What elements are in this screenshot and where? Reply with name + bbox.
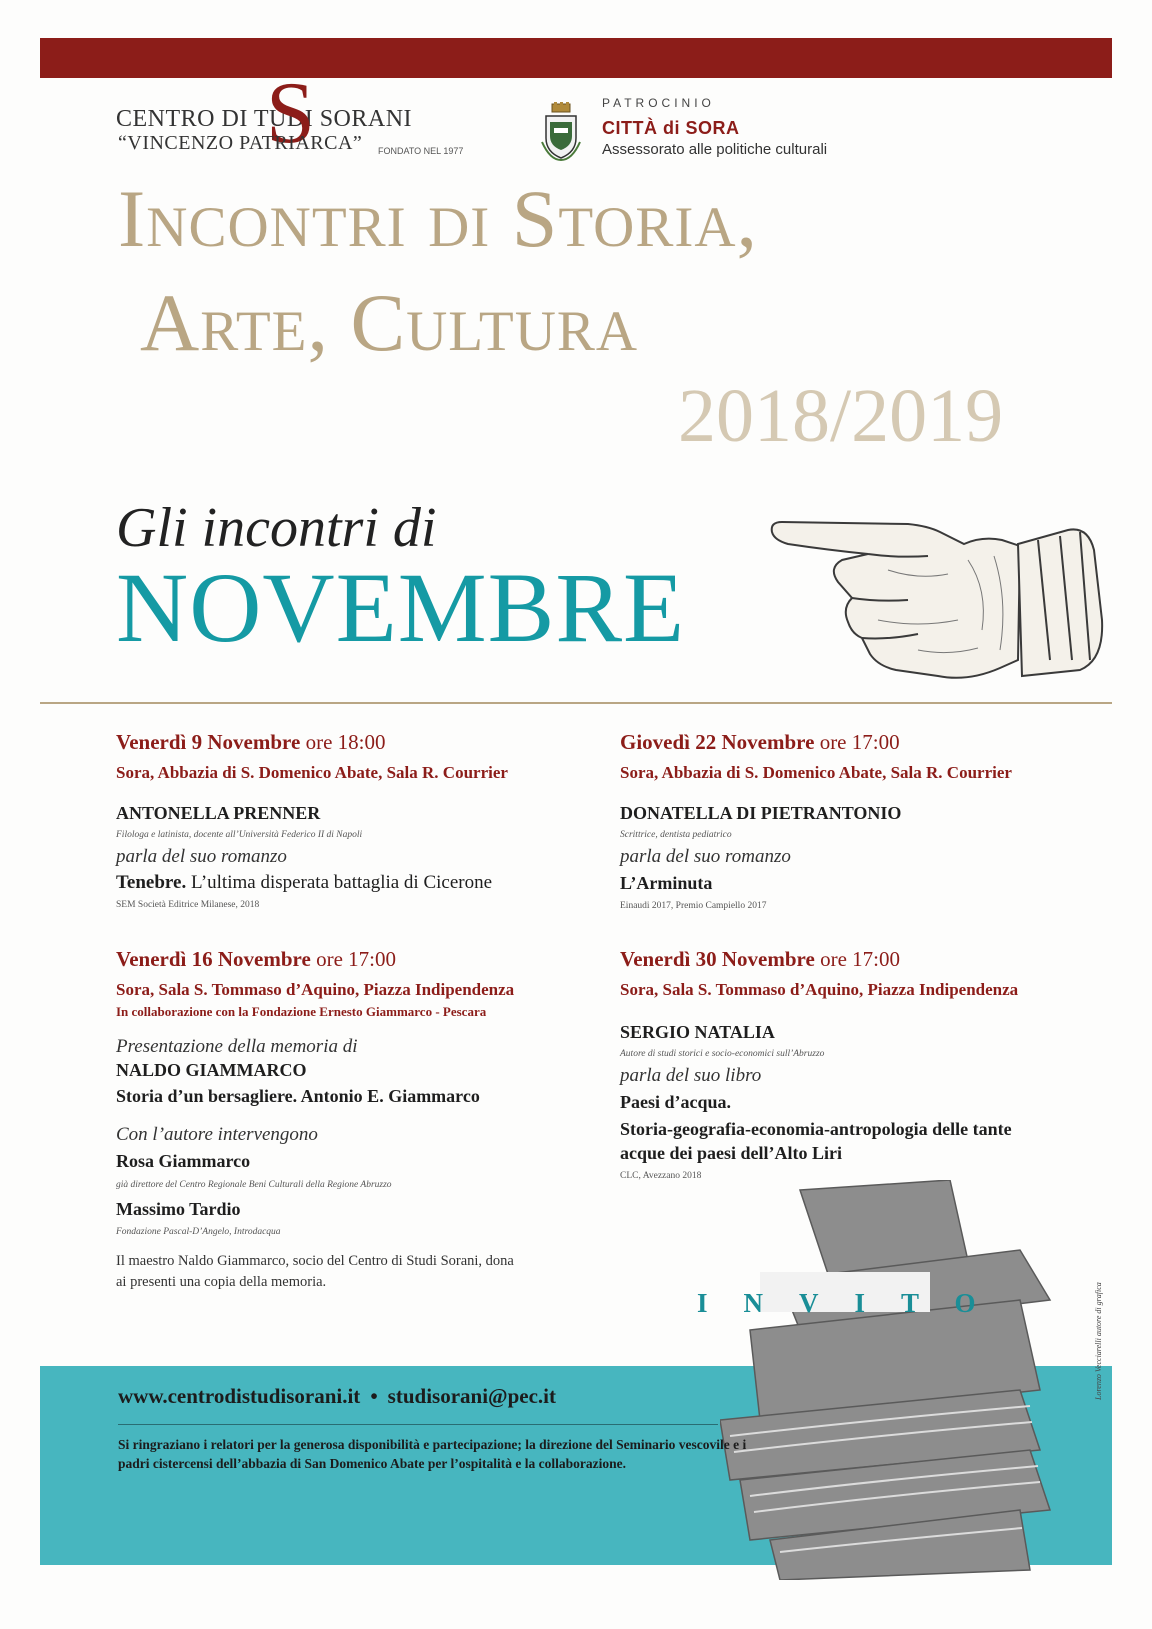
event-speaker: NALDO GIAMMARCO [116, 1060, 307, 1080]
founded-year: FONDATO NEL 1977 [378, 146, 464, 156]
top-banner-bar [40, 38, 1112, 78]
guest-role: già direttore del Centro Regionale Beni Culturali della Regione Abruzzo [116, 1179, 392, 1190]
event-card [116, 730, 586, 910]
book-publisher: Einaudi 2017, Premio Campiello 2017 [620, 901, 767, 912]
event-card [620, 947, 1090, 1181]
graphic-credit: Lorenzo Vecciarelli autore di grafica [1094, 1282, 1103, 1400]
email-link[interactable]: studisorani@pec.it [387, 1384, 556, 1408]
event-time: ore 17:00 [819, 730, 900, 754]
acknowledgements: Si ringraziano i relatori per la generosa disponibilità e partecipazione; la direzione del Seminario vescovile e i padri cistercensi dell’abbazia di San Domenico Abate per l’ospitalità e la collaborazione. [118, 1437, 747, 1471]
event-date-line [620, 730, 1090, 755]
main-title-line1: Incontri di Storia, [118, 173, 758, 264]
book-title: Paesi d’acqua. [620, 1092, 732, 1112]
event-intro: parla del suo romanzo [620, 846, 791, 867]
event-speaker: SERGIO NATALIA [620, 1022, 775, 1042]
event-time: ore 17:00 [820, 947, 900, 971]
separator-dot: • [370, 1384, 378, 1408]
book-title: Storia d’un bersagliere. Antonio E. Giammarco [116, 1086, 480, 1106]
event-place: Sora, Abbazia di S. Domenico Abate, Sala R. Courrier [116, 763, 508, 782]
guest-role: Fondazione Pascal-D’Angelo, Introdacqua [116, 1227, 281, 1238]
book-subtitle: L’ultima disperata battaglia di Cicerone [186, 872, 493, 893]
event-time: ore 18:00 [305, 730, 386, 754]
event-date-line [116, 947, 586, 972]
book-subtitle: Storia-geografia-economia-antropologia delle tante acque dei paesi dell’Alto Liri [620, 1119, 1012, 1163]
speaker-role: Scrittrice, dentista pediatrico [620, 830, 732, 840]
season-years: 2018/2019 [678, 374, 1004, 458]
event-date-line [116, 730, 586, 755]
book-title [116, 872, 586, 894]
book-title: L’Arminuta [620, 873, 713, 893]
patronage-block [602, 96, 827, 158]
speaker-role: Filologa e latinista, docente all’Università Federico II di Napoli [116, 830, 363, 840]
month-title: NOVEMBRE [116, 552, 686, 663]
book-title-main: Tenebre. [116, 872, 187, 893]
contact-line [118, 1384, 556, 1409]
centro-studi-sorani-logo [116, 65, 476, 162]
event-intro: parla del suo romanzo [116, 846, 287, 867]
section-divider [40, 702, 1112, 704]
event-intro: Presentazione della memoria di [116, 1036, 358, 1057]
guest-name: Rosa Giammarco [116, 1151, 251, 1172]
book-publisher: CLC, Avezzano 2018 [620, 1171, 702, 1182]
city-name: CITTÀ di SORA [602, 118, 740, 138]
assessorato: Assessorato alle politiche culturali [602, 141, 828, 158]
pointing-hand-icon [768, 510, 1112, 686]
centro-dedication: “VINCENZO PATRIARCA” [118, 132, 363, 154]
footer-divider [118, 1424, 718, 1425]
guests-intro: Con l’autore intervengono [116, 1124, 318, 1146]
event-note: Il maestro Naldo Giammarco, socio del Centro di Studi Sorani, dona ai presenti una copia della memoria. [116, 1253, 514, 1291]
event-collaboration: In collaborazione con la Fondazione Ernesto Giammarco - Pescara [116, 1004, 487, 1019]
subtitle-gli-incontri: Gli incontri di [116, 497, 437, 559]
event-place: Sora, Sala S. Tommaso d’Aquino, Piazza Indipendenza [116, 980, 515, 999]
patronage-label: PATROCINIO [602, 96, 715, 110]
event-date: Venerdì 9 Novembre [116, 730, 301, 754]
city-crest-icon [540, 102, 582, 162]
event-intro: parla del suo libro [620, 1065, 762, 1086]
main-title-line2: Arte, Cultura [140, 277, 639, 368]
book-publisher: SEM Società Editrice Milanese, 2018 [116, 900, 260, 910]
guest-name: Massimo Tardio [116, 1198, 241, 1219]
event-card [116, 947, 586, 1293]
invitation-label: INVITO [697, 1288, 1012, 1318]
speaker-role: Autore di studi storici e socio-economici sull’Abruzzo [620, 1049, 825, 1059]
centro-name: CENTRO DI TUDI SORANI [116, 106, 413, 132]
event-speaker: ANTONELLA PRENNER [116, 803, 321, 823]
event-place: Sora, Sala S. Tommaso d’Aquino, Piazza Indipendenza [620, 980, 1019, 999]
event-date-line [620, 947, 1090, 972]
event-place: Sora, Abbazia di S. Domenico Abate, Sala R. Courrier [620, 763, 1012, 782]
books-stack-icon [720, 1180, 1080, 1580]
event-date: Venerdì 16 Novembre [116, 947, 311, 971]
website-link[interactable]: www.centrodistudisorani.it [118, 1384, 361, 1408]
event-card [620, 730, 1090, 911]
event-date: Giovedì 22 Novembre [620, 730, 815, 754]
event-time: ore 17:00 [316, 947, 396, 971]
event-date: Venerdì 30 Novembre [620, 947, 815, 971]
centro-logo-letter: S [266, 65, 315, 162]
event-speaker: DONATELLA DI PIETRANTONIO [620, 803, 902, 823]
